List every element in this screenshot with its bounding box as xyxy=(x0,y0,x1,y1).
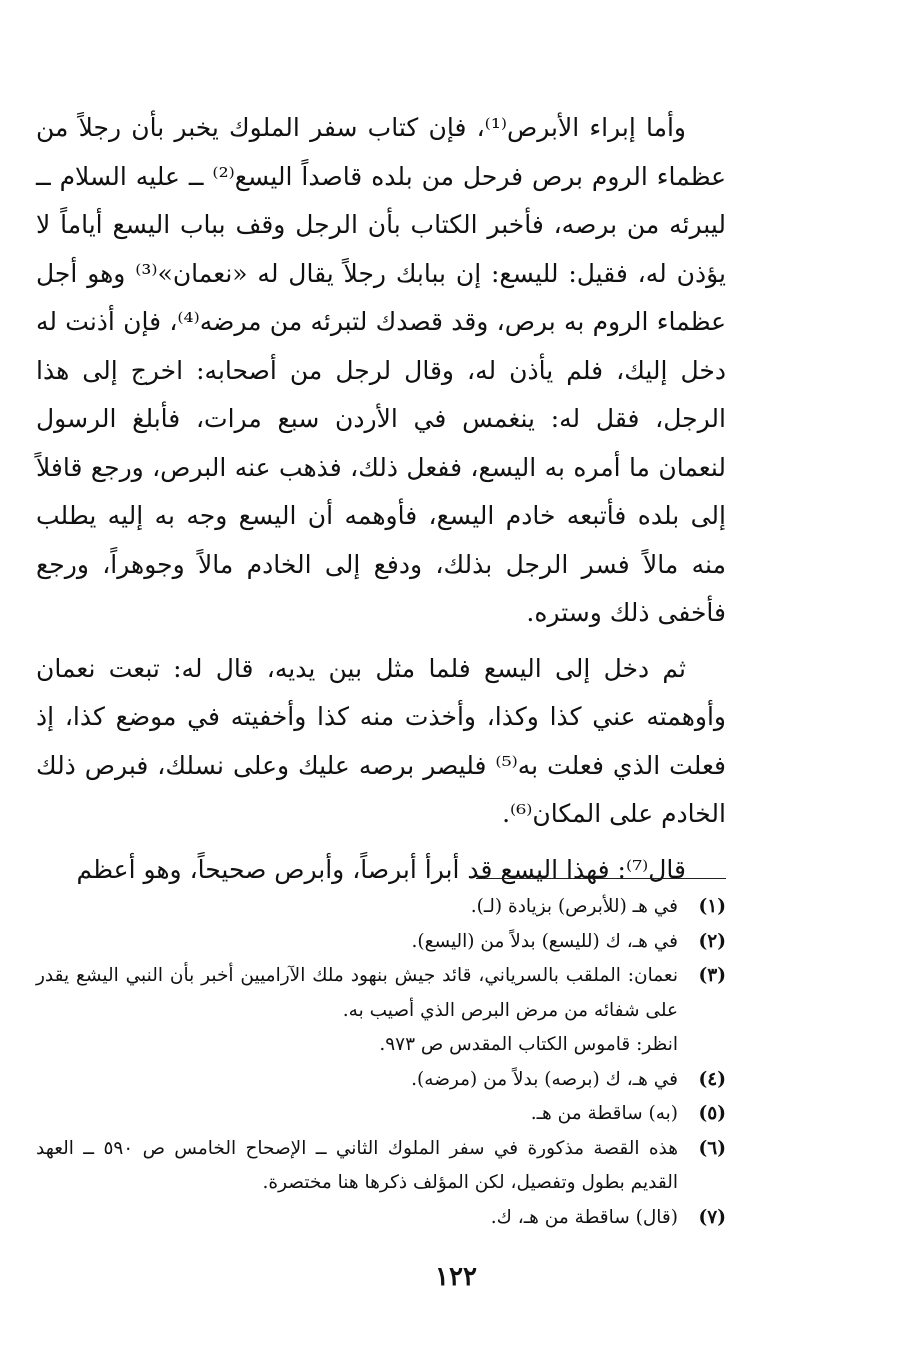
footnote xyxy=(36,1201,726,1236)
footnote-continuation xyxy=(36,1028,726,1063)
footnote-text: في هـ (للأبرص) بزيادة (لـ). xyxy=(470,896,678,917)
footnote-text: (قال) ساقطة من هـ، ك. xyxy=(490,1206,678,1228)
footnote-text: هذه القصة مذكورة في سفر الملوك الثاني ــ الإصحاح الخامس ص ٥٩٠ ــ العهد القديم بطول وتفصيل، لكن المؤلف ذكرها هنا مختصرة. xyxy=(36,1137,678,1193)
page-number: ١٢٢ xyxy=(435,1262,477,1292)
footnote-number: (٢) xyxy=(698,930,726,952)
main-text-block xyxy=(36,104,726,901)
footnote-text: نعمان: الملقب بالسرياني، قائد جيش بنهود ملك الآراميين أخبر بأن النبي اليشع يقدر على شفائه من مرض البرص الذي أصيب به. xyxy=(36,965,678,1021)
body-paragraph: قال⁽⁷⁾: فهذا اليسع قد أبرأ أبرصاً، وأبرص صحيحاً، وهو أعظم xyxy=(76,854,686,884)
footnote-number: (٣) xyxy=(698,965,726,986)
footnote-number: (٧) xyxy=(698,1206,726,1228)
footnote-number: (٥) xyxy=(698,1103,726,1124)
footnote-text: في هـ، ك (برصه) بدلاً من (مرضه). xyxy=(411,1068,678,1090)
footnote xyxy=(36,1132,726,1201)
body-paragraph: ثم دخل إلى اليسع فلما مثل بين يديه، قال له: تبعت نعمان وأوهمته عني كذا وكذا، وأخذت منه كذا وأخفيته في موضع كذا، إذ فعلت الذي فعلت به⁽⁵⁾ فليصر برصه عليك وعلى نسلك، فبرص ذلك الخادم على المكان⁽⁶⁾. xyxy=(36,653,726,828)
footnote-number: (٤) xyxy=(698,1068,726,1090)
footnote-number: (٦) xyxy=(698,1137,726,1159)
footnote-separator xyxy=(476,878,726,879)
footnote-number xyxy=(678,1028,726,1063)
footnote xyxy=(36,890,726,925)
footnote xyxy=(36,1097,726,1132)
footnote-number: (١) xyxy=(698,896,726,917)
footnote-text: في هـ، ك (لليسع) بدلاً من (اليسع). xyxy=(411,930,678,952)
footnote xyxy=(36,959,726,1028)
footnote xyxy=(36,925,726,960)
footnote-text: انظر: قاموس الكتاب المقدس ص ٩٧٣. xyxy=(379,1034,678,1055)
footnotes-block xyxy=(36,890,726,1235)
footnote-text: (به) ساقطة من هـ. xyxy=(530,1103,678,1124)
footnote xyxy=(36,1063,726,1098)
body-paragraph: وأما إبراء الأبرص⁽¹⁾، فإن كتاب سفر الملوك يخبر بأن رجلاً من عظماء الروم برص فرحل من بلده قاصداً اليسع⁽²⁾ ــ عليه السلام ــ ليبرئه من برصه، فأخبر الكتاب بأن الرجل وقف بباب اليسع أياماً لا يؤذن له، فقيل: لليسع: إن ببابك رجلاً يقال له «نعمان»⁽³⁾ وهو أجل عظماء الروم به برص، وقد قصدك لتبرئه من مرضه⁽⁴⁾، فإن أذنت له دخل إليك، فلم يأذن له، وقال لرجل من أصحابه: اخرج إلى هذا الرجل، فقل له: ينغمس في الأردن سبع مرات، فأبلغ الرسول لنعمان ما أمره به اليسع، ففعل ذلك، فذهب عنه البرص، ورجع قافلاً إلى بلده فأتبعه خادم اليسع، فأوهمه أن اليسع وجه به إليه يطلب منه مالاً فسر الرجل بذلك، ودفع إلى الخادم مالاً وجوهراً، ورجع فأخفى ذلك وستره. xyxy=(36,113,726,627)
